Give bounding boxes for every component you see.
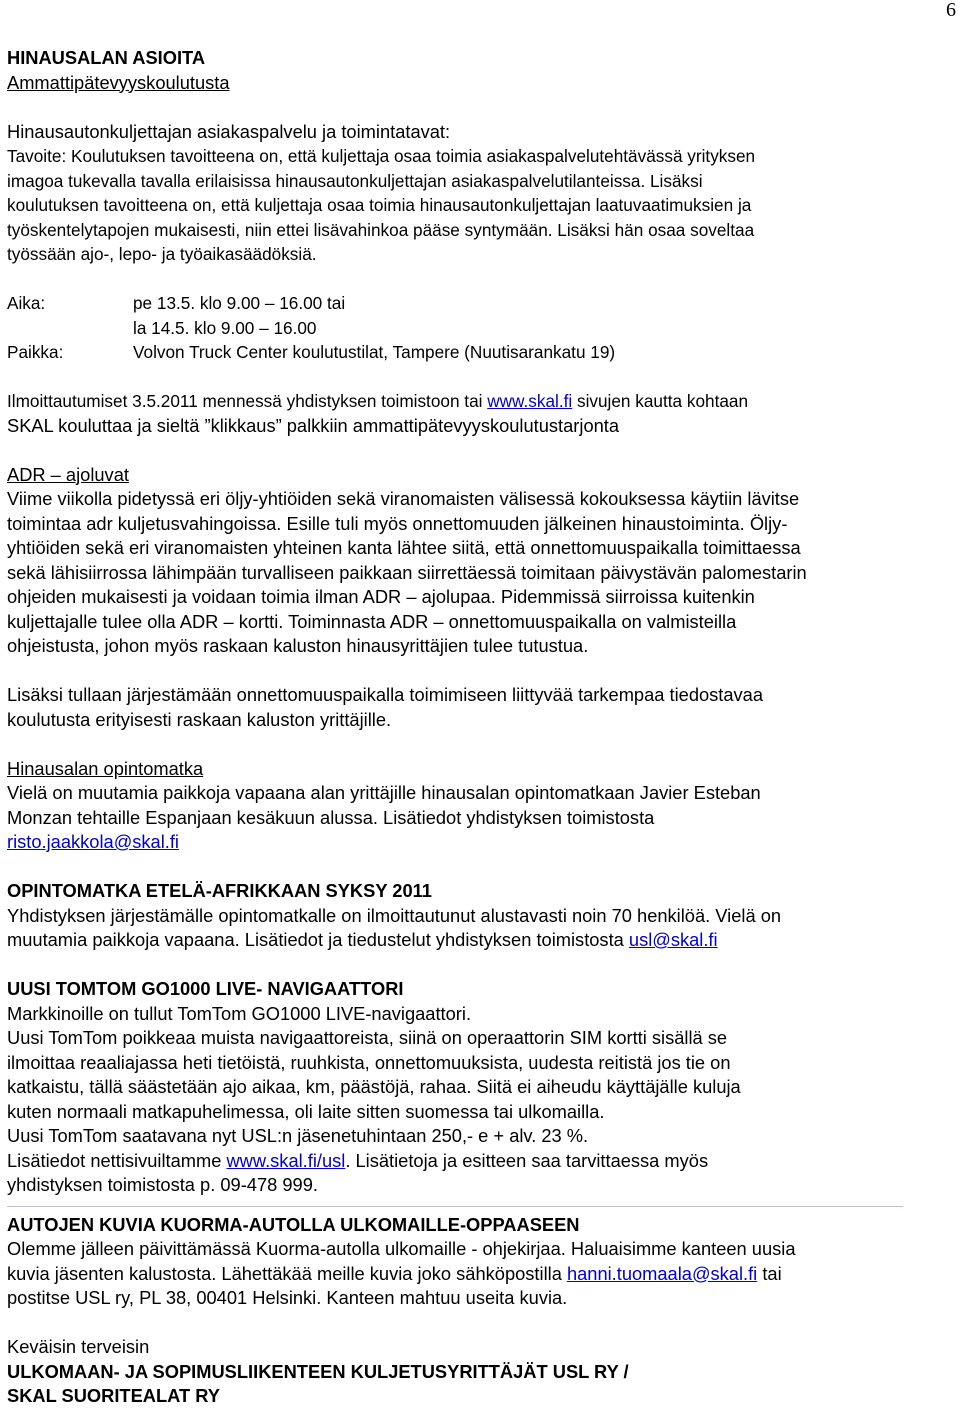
goal-line: imagoa tukevalla tavalla erilaisissa hinausautonkuljettajan asiakaspalvelutilanteissa. Lisäksi bbox=[7, 170, 703, 191]
course-title: Hinausautonkuljettajan asiakaspalvelu ja toimintatavat: bbox=[7, 120, 451, 142]
registration-line: Ilmoittautumiset 3.5.2011 mennessä yhdistyksen toimistoon tai www.skal.fi sivujen kautta kohtaan bbox=[7, 391, 749, 411]
photos-heading: AUTOJEN KUVIA KUORMA-AUTOLLA ULKOMAILLE-OPPAASEEN bbox=[7, 1213, 580, 1235]
tomtom-line: kuten normaali matkapuhelimessa, oli laite sitten suomessa tai ulkomailla. bbox=[7, 1100, 605, 1122]
hanni-email-link[interactable]: hanni.tuomaala@skal.fi bbox=[566, 1262, 758, 1284]
tomtom-line: ilmoittaa reaaliajassa heti tietöistä, ruuhkista, onnettomuuksista, uudesta reitistä jos tie on bbox=[7, 1051, 731, 1073]
registration-line-2: SKAL kouluttaa ja sieltä ”klikkaus” palkkiin ammattipätevyyskoulutustarjonta bbox=[7, 414, 620, 436]
time-label: Aika: bbox=[7, 293, 46, 313]
adr-extra-line: koulutusta erityisesti raskaan kaluston yrittäjille. bbox=[7, 708, 392, 730]
study-trip-heading: Hinausalan opintomatka bbox=[7, 757, 204, 779]
tomtom-line: Uusi TomTom saatavana nyt USL:n jäsenetuhintaan 250,- e + alv. 23 %. bbox=[7, 1125, 589, 1146]
goal-line: työskentelytapojen mukaisesti, niin ettei lisävahinkoa pääse syntymään. Lisäksi hän osaa soveltaa bbox=[7, 219, 755, 240]
study-trip-line: Vielä on muutamia paikkoja vapaana alan yrittäjille hinausalan opintomatkaan Javier Esteban bbox=[7, 782, 761, 803]
page-number: 6 bbox=[946, 0, 956, 21]
south-africa-line: Yhdistyksen järjestämälle opintomatkalle on ilmoittautunut alustavasti noin 70 henkilöä. Vielä on bbox=[7, 904, 782, 926]
photos-line: postitse USL ry, PL 38, 00401 Helsinki. Kanteen mahtuu useita kuvia. bbox=[7, 1287, 568, 1308]
study-trip-line: Monzan tehtaille Espanjaan kesäkuun alussa. Lisätiedot yhdistyksen toimistosta bbox=[7, 806, 655, 828]
adr-line: ohjeistusta, johon myös raskaan kaluston hinausyrittäjien tulee tutustua. bbox=[7, 635, 589, 656]
adr-line: Viime viikolla pidetyssä eri öljy-yhtiöiden sekä viranomaisten välisessä kokouksessa käytiin lävitse bbox=[7, 488, 800, 509]
adr-extra-line: Lisäksi tullaan järjestämään onnettomuuspaikalla toimimiseen liittyvää tarkempaa tiedostavaa bbox=[7, 684, 764, 705]
usl-web-link[interactable]: www.skal.fi/usl bbox=[226, 1149, 346, 1171]
skal-link[interactable]: www.skal.fi bbox=[487, 391, 573, 411]
time-value: pe 13.5. klo 9.00 – 16.00 tai bbox=[133, 293, 346, 313]
adr-heading: ADR – ajoluvat bbox=[7, 463, 129, 485]
document-body bbox=[7, 46, 947, 1409]
goal-line: koulutuksen tavoitteena on, että kuljettaja osaa toimia hinausautonkuljettajan laatuvaatimuksien ja bbox=[7, 195, 752, 215]
greeting: Keväisin terveisin bbox=[7, 1336, 150, 1357]
org-name-2: SKAL SUORITEALAT RY bbox=[7, 1385, 220, 1406]
south-africa-heading: OPINTOMATKA ETELÄ-AFRIKKAAN SYKSY 2011 bbox=[7, 880, 432, 901]
photos-line: Olemme jälleen päivittämässä Kuorma-autolla ulkomaille - ohjekirjaa. Haluaisimme kanteen uusia bbox=[7, 1238, 796, 1259]
usl-email-link[interactable]: usl@skal.fi bbox=[628, 929, 718, 950]
south-africa-line-2: muutamia paikkoja vapaana. Lisätiedot ja tiedustelut yhdistyksen toimistosta usl@skal.fi bbox=[7, 929, 718, 950]
adr-line: toimintaa adr kuljetusvahingoissa. Esille tuli myös onnettomuuden jälkeinen hinaustoiminta. Öljy- bbox=[7, 512, 788, 534]
tomtom-line: yhdistyksen toimistosta p. 09-478 999. bbox=[7, 1174, 318, 1195]
tomtom-line: Markkinoille on tullut TomTom GO1000 LIVE-navigaattori. bbox=[7, 1002, 472, 1024]
time-row-2 bbox=[7, 316, 947, 341]
tomtom-line: Uusi TomTom poikkeaa muista navigaattoreista, siinä on operaattorin SIM kortti sisällä se bbox=[7, 1027, 728, 1048]
photos-line-2: kuvia jäsenten kalustosta. Lähettäkää meille kuvia joko sähköpostilla hanni.tuomaala@skal.fi tai bbox=[7, 1262, 782, 1284]
adr-line: yhtiöiden sekä eri viranomaisten yhteinen kanta lähtee siitä, että onnettomuuspaikalla toimittaessa bbox=[7, 537, 801, 558]
adr-line: kuljettajalle tulee olla ADR – kortti. Toiminnasta ADR – onnettomuuspaikalla on valmisteilla bbox=[7, 610, 737, 632]
tomtom-line-link: Lisätiedot nettisivuiltamme www.skal.fi/usl. Lisätietoja ja esitteen saa tarvittaessa myös bbox=[7, 1149, 709, 1171]
section-divider bbox=[7, 1206, 903, 1207]
adr-line: sekä lähisiirrossa lähimpään turvalliseen paikkaan siirrettäessä toimitaan päivystävän palomestarin bbox=[7, 561, 807, 583]
tomtom-line: katkaistu, tällä säästetään ajo aikaa, km, päästöjä, rahaa. Siitä ei aiheudu käyttäjälle kuluja bbox=[7, 1076, 741, 1097]
time-value: la 14.5. klo 9.00 – 16.00 bbox=[133, 317, 317, 338]
org-name: ULKOMAAN- JA SOPIMUSLIIKENTEEN KULJETUSYRITTÄJÄT USL RY / bbox=[7, 1360, 629, 1382]
adr-line: ohjeiden mukaisesti ja voidaan toimia ilman ADR – ajolupaa. Pidemmissä siirroissa kuitenkin bbox=[7, 586, 755, 607]
towing-subheading: Ammattipätevyyskoulutusta bbox=[7, 71, 230, 93]
tomtom-heading: UUSI TOMTOM GO1000 LIVE- NAVIGAATTORI bbox=[7, 978, 404, 999]
place-row bbox=[7, 340, 947, 365]
place-value: Volvon Truck Center koulutustilat, Tampere (Nuutisarankatu 19) bbox=[133, 342, 616, 362]
place-label: Paikka: bbox=[7, 342, 64, 362]
goal-line: Tavoite: Koulutuksen tavoitteena on, että kuljettaja osaa toimia asiakaspalvelutehtävässä yrityksen bbox=[7, 146, 756, 166]
study-trip-email-link[interactable]: risto.jaakkola@skal.fi bbox=[7, 831, 179, 852]
time-row bbox=[7, 291, 947, 316]
towing-heading: HINAUSALAN ASIOITA bbox=[7, 47, 206, 68]
goal-line: työssään ajo-, lepo- ja työaikasäädöksiä. bbox=[7, 244, 317, 264]
